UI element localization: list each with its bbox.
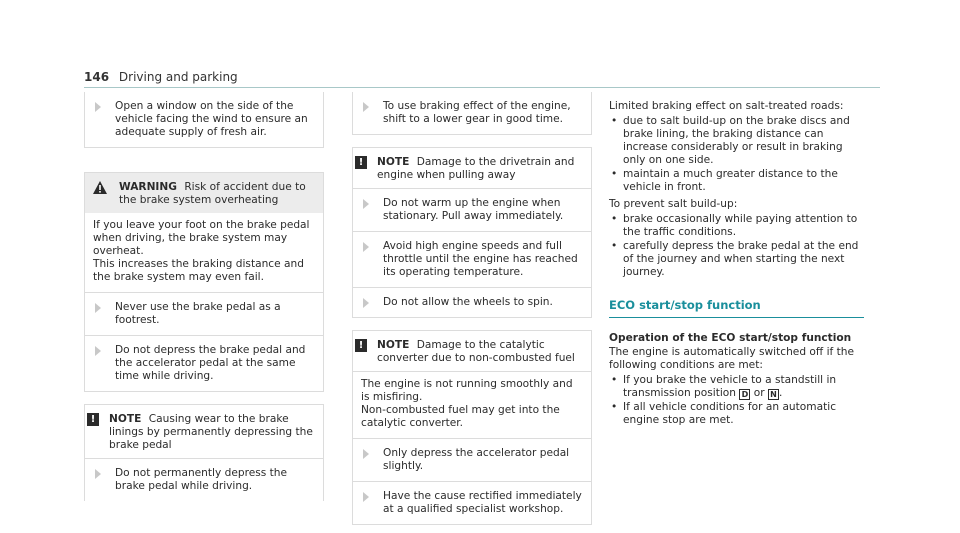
- column-middle: [352, 92, 592, 533]
- list-item: • brake occasionally while paying attention to the traffic conditions.: [609, 213, 867, 239]
- step-arrow-icon: [95, 469, 101, 479]
- note-body: The engine is not running smoothly and is misfiring. Non-combusted fuel may get into the catalytic converter.: [353, 371, 591, 439]
- step-arrow-icon: [363, 298, 369, 308]
- section-title: Driving and parking: [118, 70, 238, 84]
- step-item: Have the cause rectified immediately at a qualified specialist workshop.: [353, 482, 591, 524]
- gear-d-icon: D: [739, 389, 750, 400]
- note-header: ! NOTE Damage to the drivetrain and engine when pulling away: [353, 148, 591, 188]
- salt-intro: Limited braking effect on salt-treated roads:: [609, 100, 844, 112]
- note-header: ! NOTE Damage to the catalytic converter due to non-combusted fuel: [353, 331, 591, 371]
- step-item: To use braking effect of the engine, shift to a lower gear in good time.: [353, 92, 591, 134]
- warning-box: [84, 172, 324, 392]
- step-item: Never use the brake pedal as a footrest.: [85, 292, 323, 336]
- step-item: Avoid high engine speeds and full throttle until the engine has reached its operating temperature.: [353, 232, 591, 288]
- step-item: Do not allow the wheels to spin.: [353, 288, 591, 317]
- note-box-catalytic-converter: [352, 330, 592, 525]
- warning-header: [85, 173, 323, 213]
- step-arrow-icon: [95, 303, 101, 313]
- note-exclamation-icon: !: [355, 156, 367, 169]
- step-arrow-icon: [363, 102, 369, 112]
- sub-heading-operation: Operation of the ECO start/stop function: [609, 332, 852, 344]
- list-item: • due to salt build-up on the brake discs and brake lining, the braking distance can increase considerably or result in braking only on one side.: [609, 115, 867, 167]
- step-arrow-icon: [363, 492, 369, 502]
- list-item: • carefully depress the brake pedal at the end of the journey and when starting the next journey.: [609, 240, 867, 279]
- note-header: ! NOTE Causing wear to the brake linings by permanently depressing the brake pedal: [85, 405, 323, 458]
- step-item: Open a window on the side of the vehicle facing the wind to ensure an adequate supply of fresh air.: [85, 92, 323, 147]
- column-left: [84, 92, 324, 513]
- note-exclamation-icon: !: [87, 413, 99, 426]
- step-arrow-icon: [363, 242, 369, 252]
- note-box-drivetrain: [352, 147, 592, 318]
- step-box-window: [84, 92, 324, 148]
- warning-body: If you leave your foot on the brake pedal when driving, the brake system may overheat. This increases the braking distance and the brake system may even fail.: [93, 219, 310, 283]
- list-item: • maintain a much greater distance to the vehicle in front.: [609, 168, 867, 194]
- section-heading-eco: ECO start/stop function: [609, 299, 864, 318]
- list-item: • If you brake the vehicle to a standstill in transmission position D or N .: [609, 374, 867, 400]
- note-exclamation-icon: !: [355, 339, 367, 352]
- prevent-bullets: [609, 213, 867, 279]
- step-box-engine-braking: [352, 92, 592, 135]
- operation-text: The engine is automatically switched off if the following conditions are met:: [609, 346, 854, 371]
- step-item: Do not depress the brake pedal and the accelerator pedal at the same time while driving.: [85, 336, 323, 391]
- step-item: Only depress the accelerator pedal slightly.: [353, 439, 591, 482]
- step-item: Do not permanently depress the brake pedal while driving.: [85, 458, 323, 501]
- prevent-intro: To prevent salt build-up:: [609, 198, 738, 210]
- column-right: [609, 100, 867, 431]
- step-item: Do not warm up the engine when stationary. Pull away immediately.: [353, 188, 591, 232]
- warning-triangle-icon: [93, 181, 111, 194]
- warning-title: Risk of accident due to the brake system overheating: [119, 181, 306, 206]
- note-box-brake-linings: [84, 404, 324, 501]
- step-arrow-icon: [363, 449, 369, 459]
- page-number: 146: [84, 70, 110, 84]
- operation-bullets: [609, 374, 867, 427]
- warning-label: WARNING: [119, 181, 177, 193]
- step-arrow-icon: [95, 102, 101, 112]
- page-header: [84, 70, 238, 84]
- step-arrow-icon: [363, 199, 369, 209]
- salt-bullets: [609, 115, 867, 194]
- list-item: • If all vehicle conditions for an automatic engine stop are met.: [609, 401, 867, 427]
- header-divider: [84, 87, 880, 88]
- step-arrow-icon: [95, 346, 101, 356]
- gear-n-icon: N: [768, 389, 779, 400]
